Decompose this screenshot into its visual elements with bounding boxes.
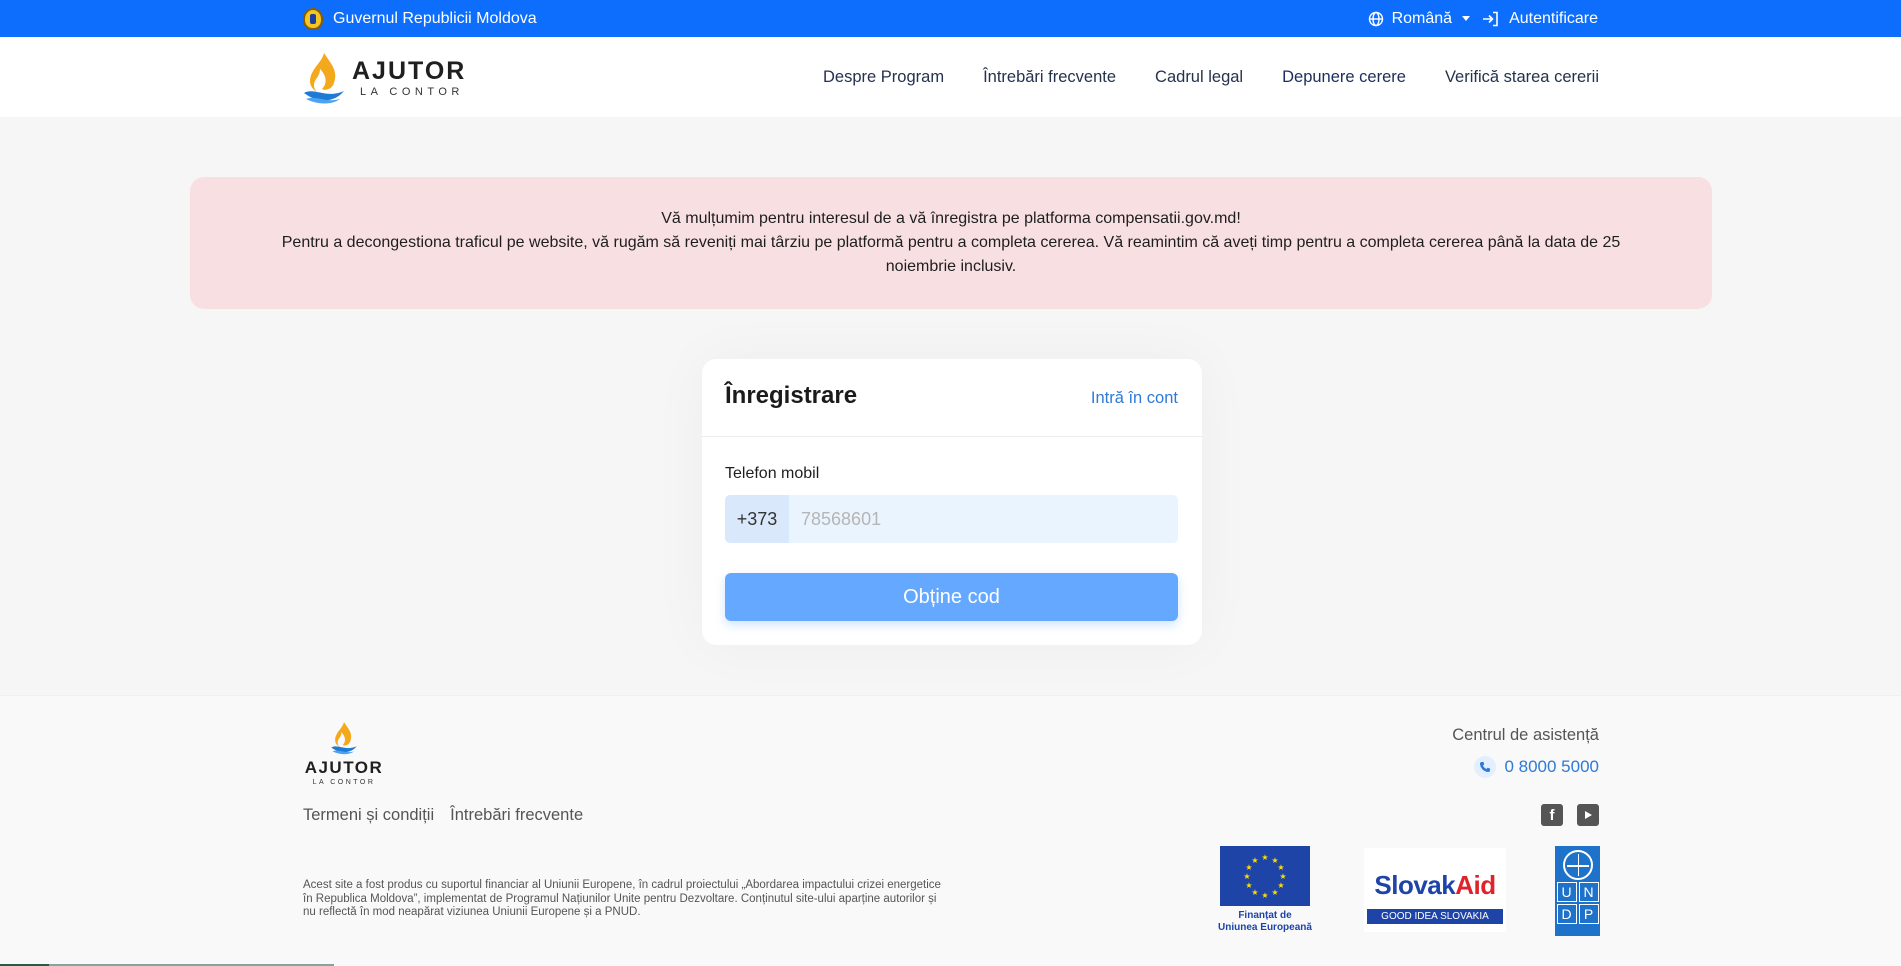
- svg-text:★: ★: [1279, 872, 1287, 881]
- slovakaid-wordmark: [1364, 848, 1506, 901]
- nav-legal[interactable]: Cadrul legal: [1155, 67, 1244, 86]
- language-label: Română: [1391, 9, 1453, 27]
- undp-letter: N: [1579, 882, 1599, 902]
- nav-check-status[interactable]: Verifică starea cererii: [1444, 67, 1599, 86]
- nav-submit-application[interactable]: Depunere cerere: [1282, 67, 1406, 86]
- facebook-icon[interactable]: f: [1541, 804, 1563, 826]
- slovakaid-name-part2: Aid: [1455, 870, 1496, 900]
- slovakaid-partner-logo: [1364, 848, 1506, 932]
- footer-logo[interactable]: [303, 720, 385, 786]
- undp-letter: P: [1579, 904, 1599, 924]
- un-emblem-icon: [1563, 850, 1593, 880]
- help-center-title: Centrul de asistență: [1452, 726, 1599, 744]
- nav-faq[interactable]: Întrebări frecvente: [983, 67, 1117, 86]
- login-account-link[interactable]: Intră în cont: [1090, 389, 1178, 407]
- alert-line-thanks: Vă mulțumim pentru interesul de a vă înregistra pe platforma compensatii.gov.md!: [661, 210, 1241, 227]
- svg-text:★: ★: [1251, 888, 1259, 897]
- chevron-down-icon: [1462, 16, 1470, 21]
- svg-text:★: ★: [1261, 853, 1269, 862]
- undp-letter: D: [1557, 904, 1577, 924]
- svg-text:★: ★: [1245, 863, 1253, 872]
- government-brand[interactable]: [303, 0, 537, 37]
- eu-flag-icon: [1220, 846, 1310, 906]
- youtube-icon[interactable]: [1577, 804, 1599, 826]
- eu-partner-logo: [1215, 846, 1315, 934]
- registration-card: [702, 359, 1202, 645]
- eu-caption-line1: Finanțat de: [1238, 910, 1292, 921]
- traffic-alert: [190, 177, 1712, 309]
- login-icon: [1482, 11, 1499, 27]
- help-phone: [1474, 756, 1599, 778]
- phone-input-group: [725, 495, 1178, 543]
- social-links: [1541, 804, 1599, 826]
- flame-logo-icon: [302, 51, 346, 105]
- site-header: [0, 37, 1901, 117]
- top-bar-actions: [1368, 0, 1598, 37]
- phone-icon: [1474, 756, 1496, 778]
- coat-of-arms-icon: [303, 8, 323, 30]
- footer-link-terms[interactable]: Termeni și condiții: [303, 806, 435, 824]
- nav-about[interactable]: Despre Program: [823, 67, 945, 86]
- footer-disclaimer: Acest site a fost produs cu suportul financiar al Uniunii Europene, în cadrul proiectului „Abordarea impactului crizei energetice în Republica Moldova”, implementat de Programul Națiunilor Unite pentru Dezvoltare. Conținutul site-ului aparține autorilor și nu reflectă în mod neapărat viziunea Uniunii Europene și a PNUD.: [303, 879, 941, 918]
- svg-text:★: ★: [1261, 891, 1269, 900]
- svg-text:★: ★: [1251, 856, 1259, 865]
- login-label: Autentificare: [1509, 9, 1598, 27]
- phone-label: Telefon mobil: [725, 465, 820, 482]
- site-logo[interactable]: [302, 51, 466, 105]
- slovakaid-tagline: GOOD IDEA SLOVAKIA: [1367, 909, 1503, 924]
- svg-text:★: ★: [1271, 856, 1279, 865]
- svg-text:★: ★: [1277, 863, 1285, 872]
- flame-logo-icon: [330, 720, 358, 756]
- get-code-button[interactable]: Obține cod: [725, 573, 1178, 621]
- globe-icon: [1368, 11, 1384, 27]
- phone-input[interactable]: [789, 495, 1178, 543]
- government-title: Guvernul Republicii Moldova: [333, 9, 537, 27]
- site-footer: [0, 695, 1901, 966]
- undp-letters: [1557, 882, 1599, 924]
- footer-logo-subtitle: LA CONTOR: [312, 779, 376, 786]
- alert-line-message: Pentru a decongestiona traficul pe website, vă rugăm să reveniți mai târziu pe platformă pentru a completa cererea. Vă reamintim că aveți timp pentru a completa cererea până la data de 25 noiembrie inclusiv.: [281, 234, 1621, 275]
- phone-country-prefix: +373: [725, 495, 789, 543]
- footer-links: [303, 806, 583, 825]
- help-phone-number[interactable]: 0 8000 5000: [1504, 757, 1599, 776]
- svg-text:★: ★: [1271, 888, 1279, 897]
- logo-subtitle: LA CONTOR: [360, 85, 464, 98]
- login-link[interactable]: [1482, 10, 1598, 28]
- language-selector[interactable]: [1368, 10, 1470, 28]
- undp-partner-logo: [1555, 846, 1600, 936]
- registration-title: Înregistrare: [725, 382, 858, 409]
- slovakaid-name-part1: Slovak: [1374, 870, 1456, 900]
- footer-logo-title: AJUTOR: [304, 758, 384, 777]
- eu-caption-line2: Uniunea Europeană: [1218, 922, 1312, 933]
- government-top-bar: [0, 0, 1901, 37]
- main-navigation: [823, 37, 1599, 117]
- logo-title: AJUTOR: [352, 56, 467, 85]
- registration-card-header: [702, 359, 1202, 437]
- svg-text:★: ★: [1243, 872, 1251, 881]
- undp-letter: U: [1557, 882, 1577, 902]
- svg-text:★: ★: [1277, 881, 1285, 890]
- footer-link-faq[interactable]: Întrebări frecvente: [450, 806, 584, 824]
- svg-text:★: ★: [1245, 881, 1253, 890]
